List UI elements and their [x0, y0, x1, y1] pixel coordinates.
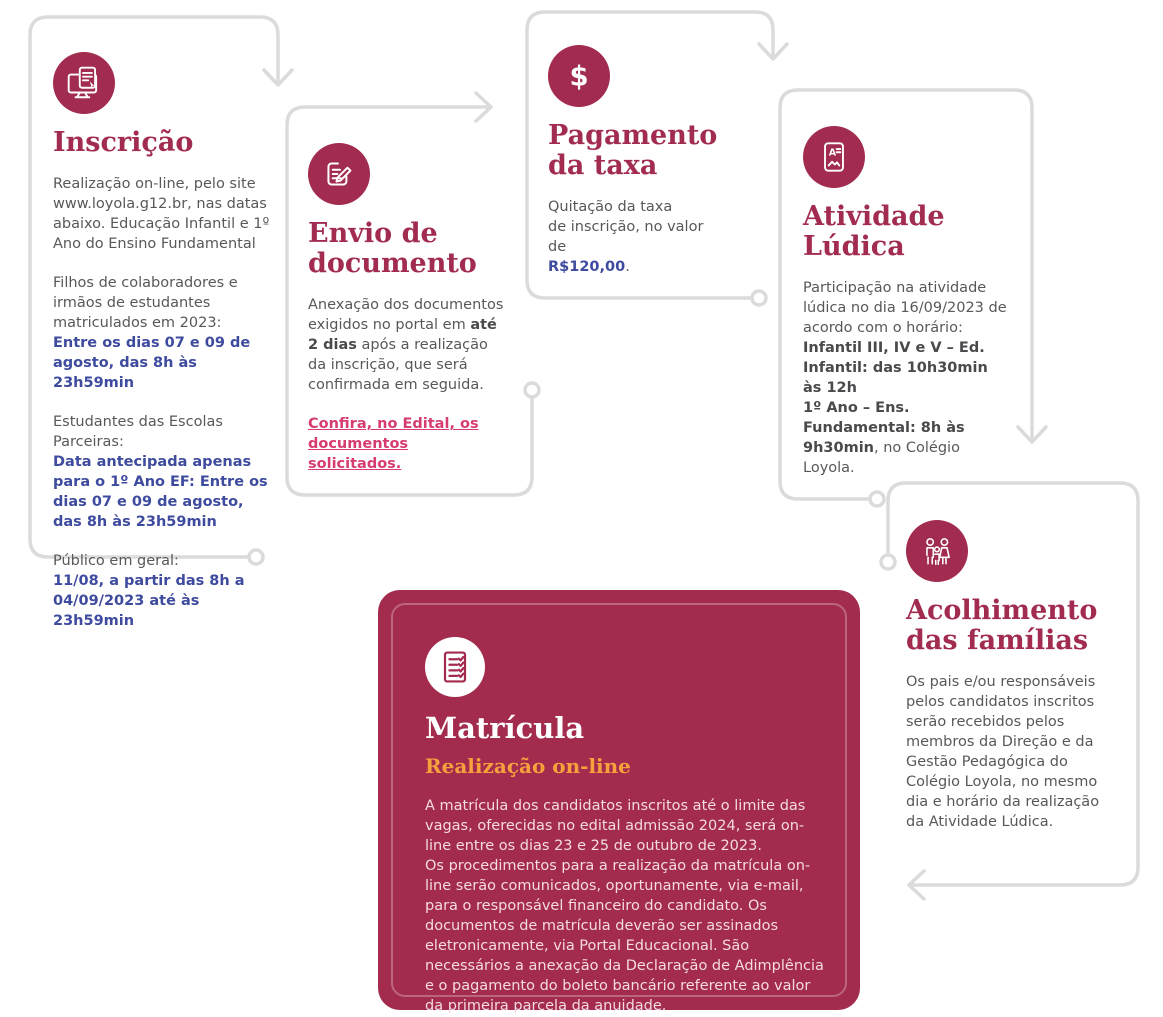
- step-body-inscricao: Realização on-line, pelo site www.loyola.g12.br, nas datas abaixo. Educação Infantil e 1º Ano do Ensino Fundamental Filhos de colaboradores e irmãos de estudantes matriculados em 2023: Entre os dias 07 e 09 de agosto, das 8h às 23h59min Estudantes das Escolas Parceiras: Data antecipada apenas para o 1º Ano EF: Entre os dias 07 e 09 de agosto, das 8h às 23h59min Público em geral: 11/08, a partir das 8h a 04/09/2023 até às 23h59min: [53, 176, 270, 630]
- checklist-icon: [425, 637, 485, 697]
- step-card-acolhimento: [906, 520, 1116, 832]
- step-body-pagamento: Quitação da taxa de inscrição, no valor de R$120,00.: [548, 199, 704, 276]
- step-body-acolhimento: Os pais e/ou responsáveis pelos candidatos inscritos serão recebidos pelos membros da Direção e da Gestão Pedagógica do Colégio Loyola, no mesmo dia e horário da realização da Atividade Lúdica.: [906, 674, 1100, 831]
- family-icon: [906, 520, 968, 582]
- step-title-pagamento: Pagamento da taxa: [548, 120, 718, 182]
- svg-text:A: A: [828, 147, 837, 159]
- step-title-envio: Envio de documento: [308, 218, 477, 280]
- step-card-pagamento: [548, 45, 726, 277]
- edital-link[interactable]: Confira, no Edital, os documentos solicitados.: [308, 416, 479, 473]
- step-card-inscricao: [53, 52, 273, 631]
- ring-acolhimento: [881, 555, 895, 569]
- activity-card-icon: [803, 126, 865, 188]
- step-body-atividade: Participação na atividade lúdica no dia 16/09/2023 de acordo com o horário: Infantil III, IV e V – Ed. Infantil: das 10h30min às 12h 1º Ano – Ens. Fundamental: 8h às 9h30min, no Colégio Loyola.: [803, 280, 1007, 477]
- step-card-matricula: [378, 590, 860, 1014]
- document-pencil-icon: [308, 143, 370, 205]
- step-title-atividade: Atividade Lúdica: [803, 201, 945, 263]
- step-title-matricula: Matrícula: [425, 711, 585, 745]
- monitor-form-icon: [53, 52, 115, 114]
- step-body-envio: Anexação dos documentos exigidos no portal em até 2 dias após a realização da inscrição, que será confirmada em seguida. Confira, no Edital, os documentos solicitados.: [308, 297, 504, 473]
- dollar-icon: [548, 45, 610, 107]
- step-title-acolhimento: Acolhimento das famílias: [906, 595, 1098, 657]
- step-body-matricula: A matrícula dos candidatos inscritos até o limite das vagas, oferecidas no edital admissão 2024, será on-line entre os dias 23 e 25 de outubro de 2023. Os procedimentos para a realização da matrícula on-line serão comunicados, oportunamente, via e-mail, para o responsável financeiro do candidato. Os documentos de matrícula deverão ser assinados eletronicamente, via Portal Educacional. São necessários a anexação da Declaração de Adimplência e o pagamento do boleto bancário referente ao valor da primeira parcela da anuidade.: [425, 797, 824, 1014]
- step-title-inscricao: Inscrição: [53, 127, 194, 158]
- ring-envio: [525, 383, 539, 397]
- step-card-envio: [308, 143, 506, 474]
- step-card-atividade: [803, 126, 1011, 478]
- ring-pagamento: [752, 291, 766, 305]
- ring-atividade: [870, 492, 884, 506]
- matricula-subtitle: Realização on-line: [425, 753, 631, 778]
- svg-text:$: $: [569, 61, 589, 93]
